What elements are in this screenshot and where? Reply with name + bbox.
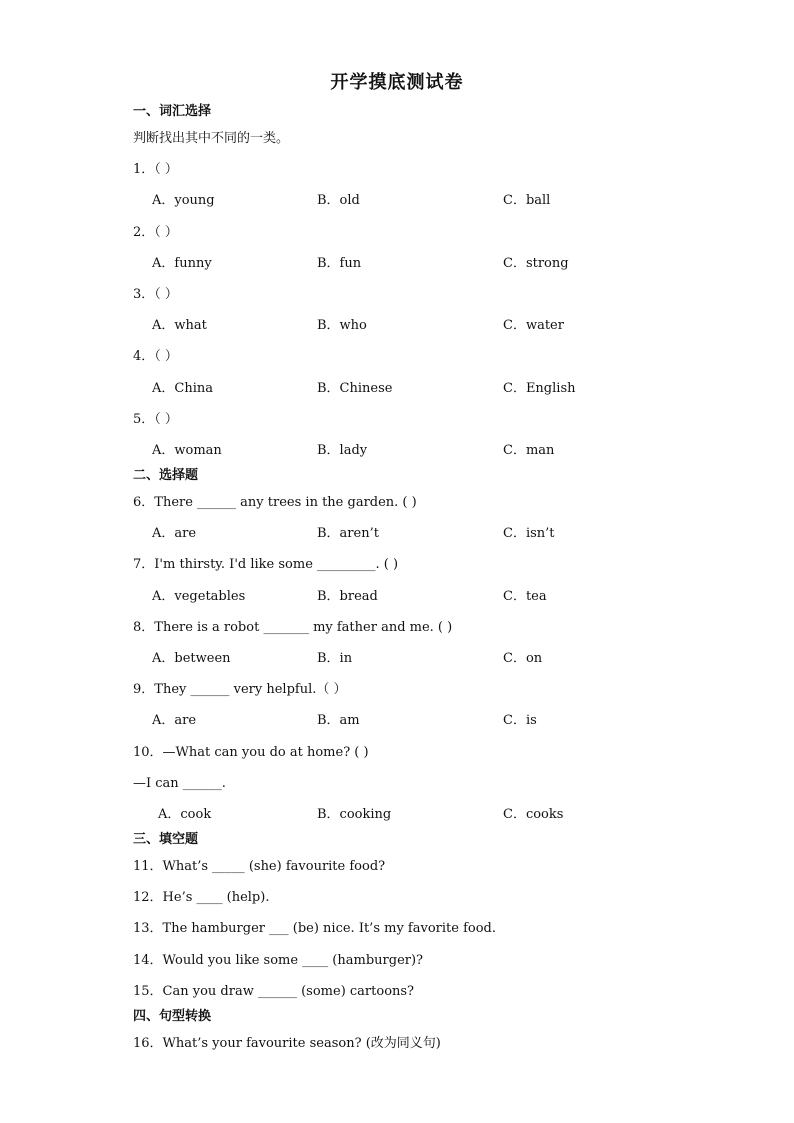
- question-9-option-a[interactable]: A．are: [152, 713, 197, 728]
- section-heading-fill-in: 三、填空题: [133, 832, 199, 847]
- question-3-option-a[interactable]: A．what: [152, 318, 207, 333]
- question-7-option-a[interactable]: A．vegetables: [152, 589, 246, 604]
- question-1-option-c[interactable]: C．ball: [503, 193, 551, 208]
- question-7-option-b[interactable]: B．bread: [317, 589, 378, 604]
- question-4-stem: 4．（ ）: [133, 349, 178, 364]
- page-title: 开学摸底测试卷: [330, 72, 464, 93]
- question-5-option-b[interactable]: B．lady: [317, 443, 368, 458]
- question-8-option-c[interactable]: C．on: [503, 651, 543, 666]
- question-4-option-a[interactable]: A．China: [152, 381, 213, 396]
- question-10-option-b[interactable]: B．cooking: [317, 807, 392, 822]
- question-2-option-b[interactable]: B．fun: [317, 256, 362, 271]
- question-6-option-c[interactable]: C．isn’t: [503, 526, 555, 541]
- question-4-option-b[interactable]: B．Chinese: [317, 381, 393, 396]
- question-5-stem: 5．（ ）: [133, 412, 178, 427]
- question-1-option-b[interactable]: B．old: [317, 193, 360, 208]
- section-instruction: 判断找出其中不同的一类。: [133, 131, 290, 146]
- question-14: 14．Would you like some ____ (hamburger)?: [133, 953, 424, 968]
- question-5-option-a[interactable]: A．woman: [152, 443, 222, 458]
- question-6-option-b[interactable]: B．aren’t: [317, 526, 379, 541]
- question-3-stem: 3．（ ）: [133, 287, 178, 302]
- question-4-option-c[interactable]: C．English: [503, 381, 576, 396]
- question-1-stem: 1．（ ）: [133, 162, 178, 177]
- question-15: 15．Can you draw ______ (some) cartoons?: [133, 984, 415, 999]
- question-8-stem: 8．There is a robot _______ my father and me. ( ): [133, 620, 453, 635]
- question-3-option-c[interactable]: C．water: [503, 318, 564, 333]
- section-heading-sentence-transform: 四、句型转换: [133, 1009, 212, 1024]
- question-13: 13．The hamburger ___ (be) nice. It’s my favorite food.: [133, 921, 496, 936]
- question-8-option-b[interactable]: B．in: [317, 651, 353, 666]
- question-1-option-a[interactable]: A．young: [152, 193, 215, 208]
- question-2-option-a[interactable]: A．funny: [152, 256, 212, 271]
- question-8-option-a[interactable]: A．between: [152, 651, 231, 666]
- question-11: 11．What’s _____ (she) favourite food?: [133, 859, 386, 874]
- question-10-option-a[interactable]: A．cook: [158, 807, 212, 822]
- question-9-option-b[interactable]: B．am: [317, 713, 360, 728]
- question-7-option-c[interactable]: C．tea: [503, 589, 547, 604]
- question-2-option-c[interactable]: C．strong: [503, 256, 569, 271]
- section-heading-multiple-choice: 二、选择题: [133, 468, 199, 483]
- question-7-stem: 7．I'm thirsty. I'd like some _________. ( ): [133, 557, 399, 572]
- question-16: 16．What’s your favourite season? (改为同义句): [133, 1036, 441, 1051]
- section-heading-vocabulary: 一、词汇选择: [133, 104, 212, 119]
- question-6-option-a[interactable]: A．are: [152, 526, 197, 541]
- question-6-stem: 6．There ______ any trees in the garden. ( ): [133, 495, 417, 510]
- question-9-option-c[interactable]: C．is: [503, 713, 537, 728]
- question-2-stem: 2．（ ）: [133, 225, 178, 240]
- question-3-option-b[interactable]: B．who: [317, 318, 367, 333]
- question-12: 12．He’s ____ (help).: [133, 890, 270, 905]
- question-10-option-c[interactable]: C．cooks: [503, 807, 564, 822]
- question-9-stem: 9．They ______ very helpful.（ ）: [133, 682, 347, 697]
- question-10-response: —I can ______.: [133, 776, 226, 791]
- question-10-stem: 10．—What can you do at home? ( ): [133, 745, 369, 760]
- question-5-option-c[interactable]: C．man: [503, 443, 555, 458]
